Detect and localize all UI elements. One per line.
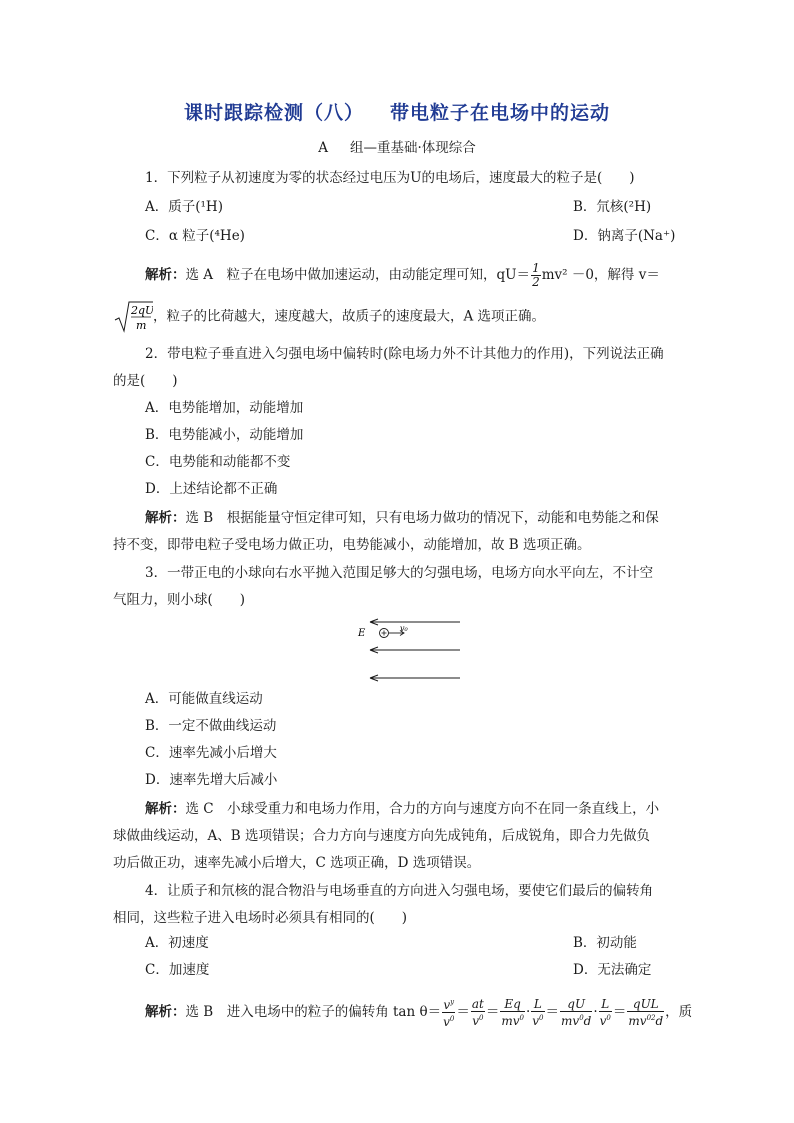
frac-qU-mv0d: $\frac{qU}{mv^0d}$ (561, 996, 592, 1028)
q4-analysis-text1: 选 B 进入电场中的粒子的偏转角 tan θ＝ (185, 1004, 442, 1020)
electric-field-figure (350, 615, 465, 685)
q4-option-a: A．初速度 (145, 935, 209, 951)
frac-vy-v0: $\frac{v^y}{v^0}$ (443, 998, 455, 1029)
q3-option-c: C．速率先减小后增大 (145, 745, 277, 761)
q3-option-d: D．速率先增大后减小 (145, 772, 278, 788)
q4-stem-line1: 4．让质子和氘核的混合物沿与电场垂直的方向进入匀强电场，要使它们最后的偏转角 (145, 883, 654, 899)
q2-stem-line2: 的是( ) (113, 373, 178, 389)
q1-options-row2 (145, 227, 745, 245)
field-label: E (358, 628, 366, 639)
q2-analysis-line2: 持不变，即带电粒子受电场力做正功，电势能减小，动能增加，故 B 选项正确。 (113, 537, 591, 553)
q1-stem: 1．下列粒子从初速度为零的状态经过电压为U的电场后，速度最大的粒子是( ) (145, 170, 635, 186)
q4-option-b: B．初动能 (573, 935, 637, 951)
title-part1: 课时跟踪检测（八） (183, 102, 364, 124)
q2-option-d: D．上述结论都不正确 (145, 481, 278, 497)
fraction-half: $\frac{1}{2}$ (532, 261, 540, 289)
q3-stem-line1: 3．一带正电的小球向右水平抛入范围足够大的匀强电场，电场方向水平向左，不计空 (145, 565, 654, 581)
q1-analysis-text1: 选 A 粒子在电场中做加速运动，由动能定理可知，qU＝ (185, 267, 531, 283)
analysis-label: 解析： (145, 510, 186, 526)
q2-analysis-line1 (145, 509, 659, 527)
analysis-label: 解析： (145, 267, 186, 283)
q3-analysis-text1: 选 C 小球受重力和电场力作用，合力的方向与速度方向不在同一条直线上，小 (185, 801, 660, 817)
analysis-label: 解析： (145, 1004, 186, 1020)
svg-text:m: m (136, 319, 147, 332)
q3-option-b: B．一定不做曲线运动 (145, 718, 277, 734)
frac-at-v0: $\frac{at}{v^0}$ (471, 996, 484, 1028)
q3-option-a: A．可能做直线运动 (145, 691, 263, 707)
svg-text:2qU: 2qU (131, 304, 153, 317)
q4-analysis-tail: ，质 (665, 1004, 693, 1020)
q3-stem-line2: 气阻力，则小球( ) (113, 592, 246, 608)
frac-L-v0-2: $\frac{L}{v^0}$ (599, 996, 611, 1028)
q1-option-b: B．氘核(²H) (573, 199, 652, 215)
frac-Eq-mv0: $\frac{Eq}{mv^0}$ (501, 996, 524, 1028)
q4-analysis-line1: 解析：选 B 进入电场中的粒子的偏转角 tan θ＝ $\frac{v^y}{v^0}$ ＝ $\frac{at}{v^0}$ ＝ $\frac{Eq}{mv^0}$ · $\frac{L}{v^0}$ ＝ $\frac{qU}{mv^0d}$ · $\frac{L}{v^0}$ ＝ $\frac{\text{qUL}}{mv^{02}d}$ ，质 (145, 996, 693, 1029)
q3-analysis-line1 (145, 800, 659, 818)
q2-option-a: A．电势能增加，动能增加 (145, 400, 304, 416)
q4-option-d: D．无法确定 (573, 962, 652, 978)
q2-option-c: C．电势能和动能都不变 (145, 454, 291, 470)
q4-option-c: C．加速度 (145, 962, 210, 978)
q4-options-row2 (145, 961, 745, 979)
q4-options-row1 (145, 934, 745, 952)
frac-L-v0: $\frac{L}{v^0}$ (532, 996, 544, 1028)
q4-stem-line2: 相同，这些粒子进入电场时必须具有相同的( ) (113, 910, 408, 926)
q3-analysis-line3: 功后做正功，速率先减小后增大，C 选项正确，D 选项错误。 (113, 855, 481, 871)
q1-analysis-text2: ，粒子的比荷越大，速度越大，故质子的速度最大，A 选项正确。 (153, 308, 546, 325)
sqrt-2qU-over-m (113, 300, 153, 334)
section-heading (0, 139, 794, 157)
q2-stem-line1: 2．带电粒子垂直进入匀强电场中偏转时(除电场力外不计其他力的作用)，下列说法正确 (145, 346, 664, 362)
page-title (0, 104, 794, 122)
section-label: 组—重基础·体现综合 (349, 140, 476, 156)
q1-analysis-line2 (113, 300, 545, 334)
q1-analysis-line1 (145, 262, 660, 289)
q1-analysis-tail: mv² －0，解得 v＝ (541, 267, 660, 283)
q1-option-a: A．质子(¹H) (145, 199, 223, 215)
frac-qUL-mv02d: $\frac{\text{qUL}}{mv^{02}d}$ (628, 996, 664, 1028)
analysis-label: 解析： (145, 801, 186, 817)
q2-option-b: B．电势能减小，动能增加 (145, 427, 304, 443)
title-part2: 带电粒子在电场中的运动 (390, 102, 611, 124)
q1-option-d: D．钠离子(Na⁺) (573, 228, 676, 244)
q1-option-c: C．α 粒子(⁴He) (145, 228, 245, 244)
q3-analysis-line2: 球做曲线运动，A、B 选项错误；合力方向与速度方向先成钝角，后成锐角，即合力先做负 (113, 828, 650, 844)
q1-options-row1 (145, 198, 745, 216)
q2-analysis-text1: 选 B 根据能量守恒定律可知，只有电场力做功的情况下，动能和电势能之和保 (185, 510, 659, 526)
section-group: A (318, 140, 328, 156)
velocity-label: v₀ (400, 624, 408, 633)
